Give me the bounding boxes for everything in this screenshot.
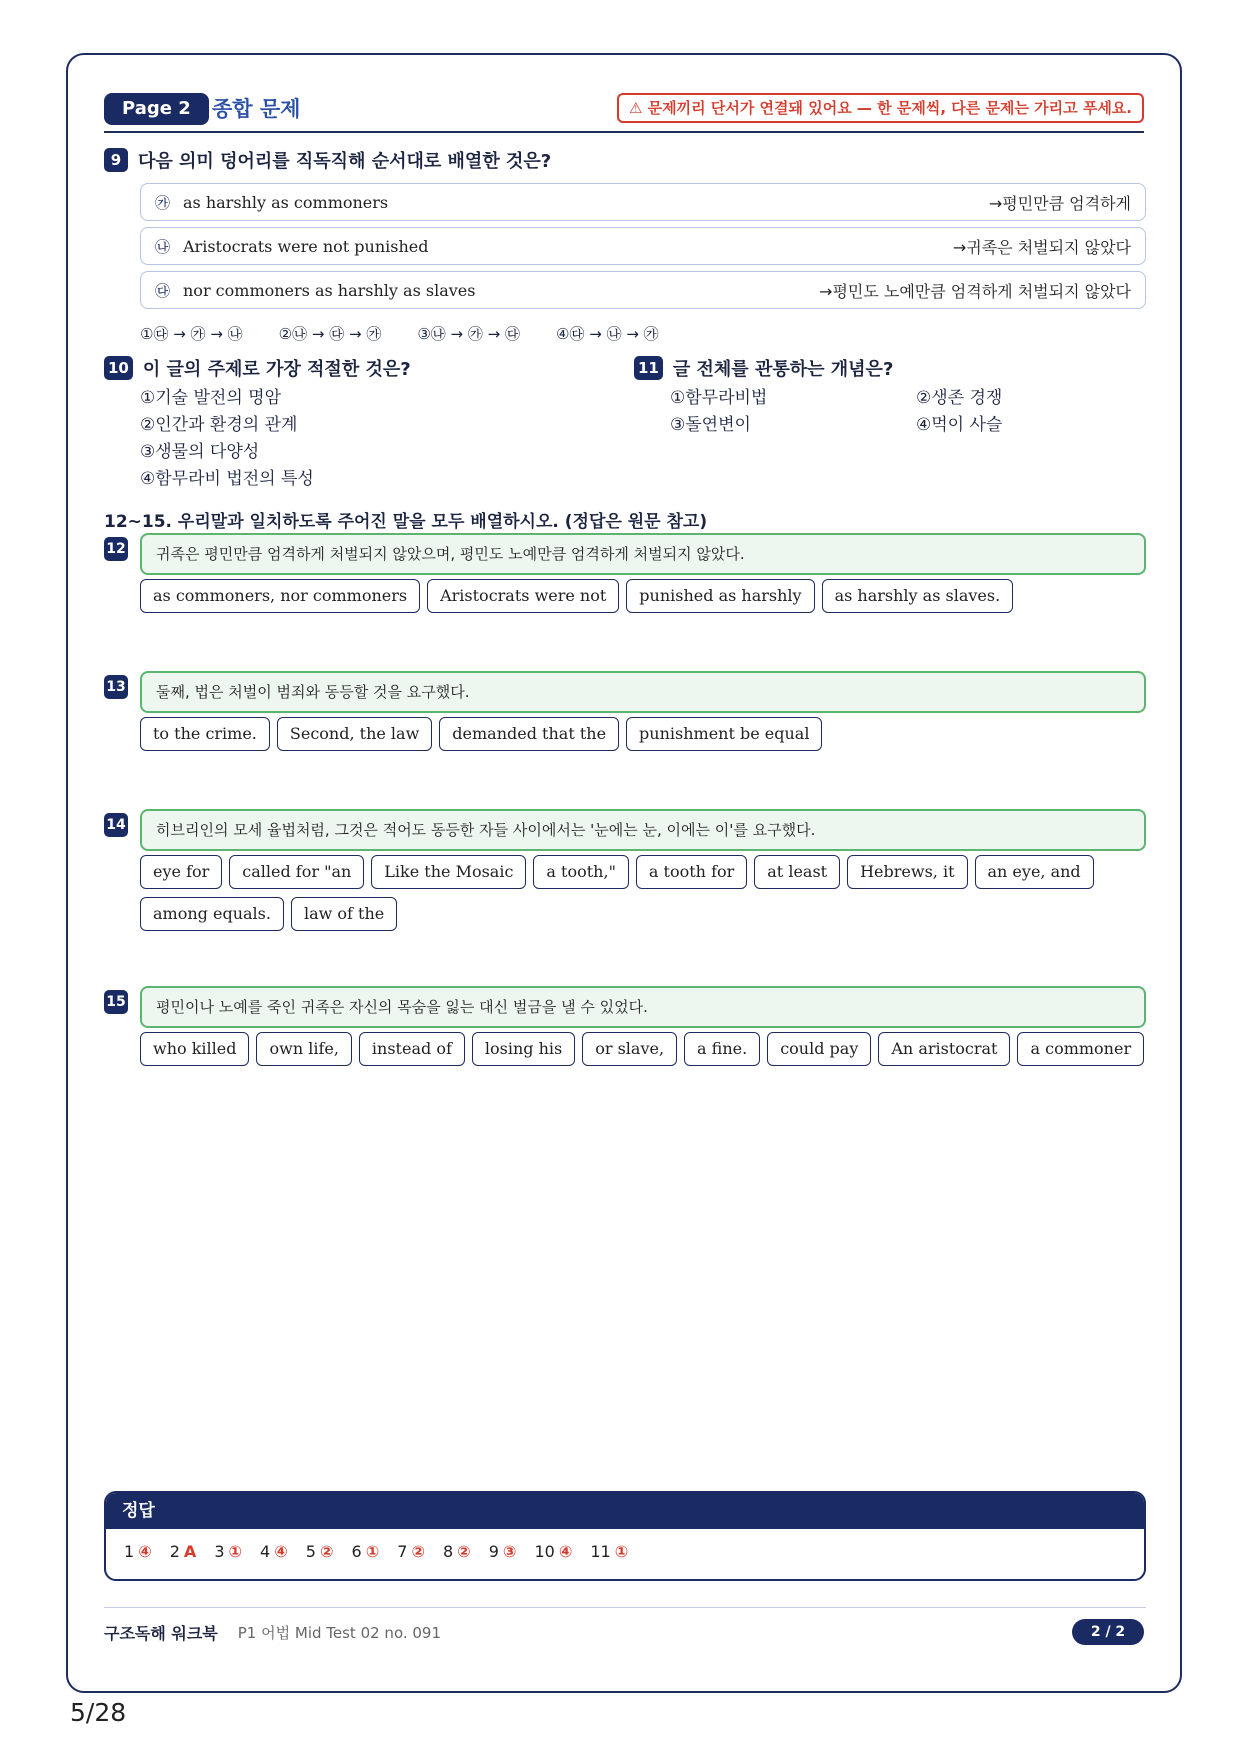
- question-number: 15: [104, 990, 128, 1014]
- answer-item: 7 ②: [397, 1542, 425, 1561]
- chunk-english: as harshly as commoners: [183, 192, 389, 212]
- option-3[interactable]: ③㉯ → ㉮ → ㉰: [417, 325, 521, 343]
- answer-item: 2 A: [169, 1542, 197, 1561]
- word-tile[interactable]: a fine.: [684, 1032, 760, 1066]
- option-4[interactable]: ④함무라비 법전의 특성: [140, 469, 314, 489]
- q10-options: [140, 385, 314, 493]
- chunk-korean: →평민만큼 엄격하게: [988, 193, 1131, 213]
- korean-sentence: 귀족은 평민만큼 엄격하게 처벌되지 않았으며, 평민도 노예만큼 엄격하게 처벌되지 않았다.: [140, 533, 1146, 575]
- option-4[interactable]: ④㉰ → ㉯ → ㉮: [556, 325, 659, 343]
- word-tile[interactable]: a commoner: [1017, 1032, 1144, 1066]
- word-tile[interactable]: own life,: [256, 1032, 351, 1066]
- word-tiles-12: [140, 579, 1150, 613]
- warning-banner: ⚠ 문제끼리 단서가 연결돼 있어요 — 한 문제씩, 다른 문제는 가리고 푸세요.: [617, 93, 1144, 123]
- question-text: 다음 의미 덩어리를 직독직해 순서대로 배열한 것은?: [138, 151, 552, 172]
- word-tile[interactable]: a tooth for: [636, 855, 747, 889]
- question-11-header: [634, 355, 893, 381]
- question-text: 이 글의 주제로 가장 적절한 것은?: [142, 359, 411, 380]
- word-tile[interactable]: instead of: [359, 1032, 465, 1066]
- word-tile[interactable]: who killed: [140, 1032, 249, 1066]
- word-tile[interactable]: Hebrews, it: [847, 855, 967, 889]
- word-tile[interactable]: could pay: [767, 1032, 871, 1066]
- word-tile[interactable]: An aristocrat: [878, 1032, 1010, 1066]
- answer-item: 6 ①: [351, 1542, 380, 1561]
- answer-item: 3 ①: [214, 1542, 243, 1561]
- answer-item: 10 ④: [534, 1542, 573, 1561]
- section-12-15-title: 12~15. 우리말과 일치하도록 주어진 말을 모두 배열하시오. (정답은 원문 참고): [104, 512, 708, 532]
- word-tile[interactable]: at least: [754, 855, 840, 889]
- option-3[interactable]: ③돌연변이: [670, 415, 751, 435]
- option-1[interactable]: ①기술 발전의 명암: [140, 388, 282, 408]
- question-number: 12: [104, 537, 128, 561]
- question-number: 13: [104, 675, 128, 699]
- answer-item: 8 ②: [442, 1542, 471, 1561]
- answer-item: 4 ④: [260, 1542, 288, 1561]
- word-tile[interactable]: Aristocrats were not: [427, 579, 619, 613]
- question-number: 10: [104, 356, 133, 380]
- word-tile[interactable]: punishment be equal: [626, 717, 822, 751]
- chunk-korean: →귀족은 처벌되지 않았다: [952, 237, 1131, 257]
- answer-item: 9 ③: [488, 1542, 517, 1561]
- word-tile[interactable]: eye for: [140, 855, 222, 889]
- page-header: [104, 93, 1144, 133]
- word-tile[interactable]: law of the: [291, 897, 397, 931]
- question-number: 9: [104, 148, 128, 172]
- option-3[interactable]: ③생물의 다양성: [140, 442, 260, 462]
- question-9-header: [104, 147, 551, 173]
- option-4[interactable]: ④먹이 사슬: [916, 415, 1003, 435]
- page-badge: Page 2: [104, 93, 209, 125]
- option-2[interactable]: ②㉯ → ㉰ → ㉮: [278, 325, 382, 343]
- korean-sentence: 평민이나 노예를 죽인 귀족은 자신의 목숨을 잃는 대신 벌금을 낼 수 있었다.: [140, 986, 1146, 1028]
- answer-key: [104, 1491, 1146, 1581]
- answer-list: [106, 1529, 1144, 1561]
- option-2[interactable]: ②인간과 환경의 관계: [140, 415, 298, 435]
- q9-options: [140, 323, 659, 344]
- word-tile[interactable]: or slave,: [582, 1032, 677, 1066]
- word-tile[interactable]: losing his: [472, 1032, 575, 1066]
- word-tile[interactable]: as commoners, nor commoners: [140, 579, 420, 613]
- page-indicator: 2 / 2: [1072, 1619, 1144, 1645]
- chunk-na: [140, 227, 1146, 265]
- word-tile[interactable]: an eye, and: [975, 855, 1094, 889]
- answer-item: 5 ②: [305, 1542, 334, 1561]
- chunk-korean: →평민도 노예만큼 엄격하게 처벌되지 않았다: [819, 281, 1131, 301]
- footer-code: P1 어법 Mid Test 02 no. 091: [237, 1624, 442, 1642]
- word-tiles-14: [140, 855, 1150, 931]
- document-page-counter: 5/28: [70, 1698, 127, 1727]
- answer-key-title: 정답: [106, 1493, 1144, 1529]
- word-tile[interactable]: Like the Mosaic: [371, 855, 526, 889]
- chunk-english: Aristocrats were not punished: [183, 236, 429, 256]
- q11-options: [670, 385, 1116, 439]
- chunk-mark: ㉰: [155, 281, 171, 300]
- answer-item: 1 ④: [124, 1542, 152, 1561]
- footer-brand: 구조독해 워크북: [104, 1624, 218, 1643]
- section-title: 종합 문제: [212, 97, 301, 121]
- chunk-ga: [140, 183, 1146, 221]
- option-2[interactable]: ②생존 경쟁: [916, 388, 1003, 408]
- option-1[interactable]: ①㉰ → ㉮ → ㉯: [140, 325, 243, 343]
- chunk-english: nor commoners as harshly as slaves: [183, 280, 476, 300]
- word-tile[interactable]: among equals.: [140, 897, 284, 931]
- word-tile[interactable]: as harshly as slaves.: [822, 579, 1014, 613]
- word-tile[interactable]: to the crime.: [140, 717, 270, 751]
- chunk-mark: ㉮: [155, 193, 171, 212]
- word-tile[interactable]: called for "an: [229, 855, 364, 889]
- word-tile[interactable]: demanded that the: [439, 717, 619, 751]
- option-1[interactable]: ①함무라비법: [670, 388, 768, 408]
- word-tiles-15: [140, 1032, 1150, 1066]
- word-tile[interactable]: a tooth,": [533, 855, 629, 889]
- word-tile[interactable]: Second, the law: [277, 717, 432, 751]
- chunk-mark: ㉯: [155, 237, 171, 256]
- question-text: 글 전체를 관통하는 개념은?: [672, 359, 894, 380]
- answer-item: 11 ①: [590, 1542, 629, 1561]
- question-10-header: [104, 355, 411, 381]
- worksheet-page: [66, 53, 1182, 1693]
- chunk-da: [140, 271, 1146, 309]
- question-number: 11: [634, 356, 663, 380]
- korean-sentence: 히브리인의 모세 율법처럼, 그것은 적어도 동등한 자들 사이에서는 '눈에는 눈, 이에는 이'를 요구했다.: [140, 809, 1146, 851]
- footer-divider: [104, 1607, 1146, 1608]
- question-number: 14: [104, 813, 128, 837]
- footer-info: [104, 1621, 441, 1644]
- word-tile[interactable]: punished as harshly: [626, 579, 814, 613]
- korean-sentence: 둘째, 법은 처벌이 범죄와 동등할 것을 요구했다.: [140, 671, 1146, 713]
- word-tiles-13: [140, 717, 1150, 751]
